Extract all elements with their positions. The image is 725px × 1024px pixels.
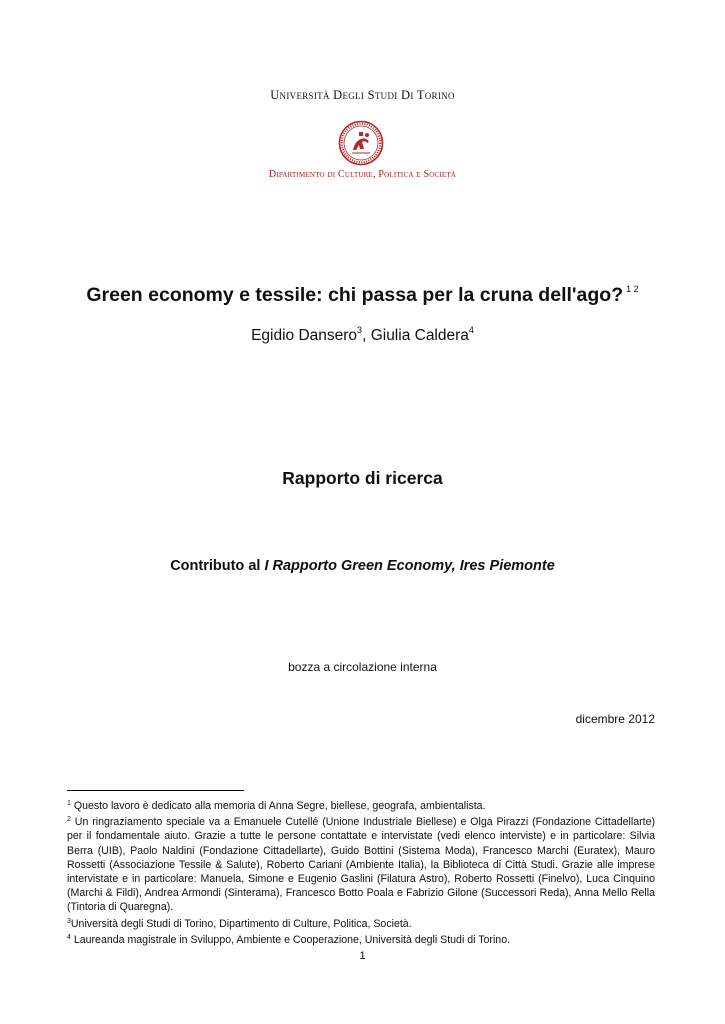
title-footnote-refs: 1 2 xyxy=(626,284,639,294)
report-type: Rapporto di ricerca xyxy=(282,468,443,488)
footnote-number: 1 xyxy=(67,800,71,807)
contribution-line xyxy=(0,558,725,574)
title-text: Green economy e tessile: chi passa per la cruna dell'ago? xyxy=(86,284,624,306)
footnote xyxy=(67,915,655,931)
contribution-title: I Rapporto Green Economy, Ires Piemonte xyxy=(264,558,555,574)
footnote-number: 3 xyxy=(67,917,71,925)
footnote-number: 4 xyxy=(67,933,71,941)
footnote xyxy=(67,797,655,813)
authors-separator: , xyxy=(362,327,371,344)
footnote-text: Laureanda magistrale in Sviluppo, Ambiente e Cooperazione, Università degli Studi di Torino. xyxy=(73,933,511,946)
footnote xyxy=(67,813,655,914)
author-name: Giulia Caldera xyxy=(370,327,469,344)
footnote-number: 2 xyxy=(67,816,71,824)
footnote-text: Università degli Studi di Torino, Dipartimento di Culture, Politica, Società. xyxy=(70,917,412,930)
author-footnote-ref: 3 xyxy=(357,325,363,335)
authors xyxy=(0,325,725,345)
footnote-separator xyxy=(67,790,244,791)
document-date: dicembre 2012 xyxy=(575,712,655,726)
contribution-prefix: Contributo al xyxy=(170,558,265,574)
university-name: Università Degli Studi Di Torino xyxy=(270,88,455,102)
department-name: Dipartimento di Culture, Politica e Società xyxy=(268,169,457,180)
document-title xyxy=(0,284,725,307)
circulation-note: bozza a circolazione interna xyxy=(288,660,437,674)
footnote-text: Un ringraziamento speciale va a Emanuele Cutellé (Unione Industriale Biellese) e Olga Pirazzi (Fondazione Cittadellarte) per il fondamentale aiuto. Grazie a tutte le persone contattate e intervistate (vedi elenco interviste) e in particolare: Silvia Berra (UIB), Paolo Naldini (Fondazione Cittadellarte), Guido Bottini (Sistema Moda), Francesco Marchi (Euratex), Mauro Rossetti (Associazione Tessile & Salute), Roberto Cariani (Ambiente Italia), la Biblioteca di Città Studi. Grazie alle imprese intervistate e in particolare: Manuela, Simone e Eugenio Gaslini (Filatura Astro), Roberto Rossetti (Finelvo), Luca Cinquino (Marchi & Fildi), Andrea Armondi (Sinterama), Francesco Botto Poala e Fabrizio Gilone (Successori Reda), Anna Mello Rella (Tintoria di Quaregna). xyxy=(67,816,655,914)
footnote-text: Questo lavoro è dedicato alla memoria di Anna Segre, biellese, geografa, ambientalista. xyxy=(73,800,486,812)
author-name: Egidio Dansero xyxy=(251,327,358,344)
university-seal-icon xyxy=(338,120,384,166)
footnote xyxy=(67,931,655,947)
author-footnote-ref: 4 xyxy=(468,325,474,335)
footnotes xyxy=(67,797,655,947)
page-number: 1 xyxy=(359,950,366,962)
